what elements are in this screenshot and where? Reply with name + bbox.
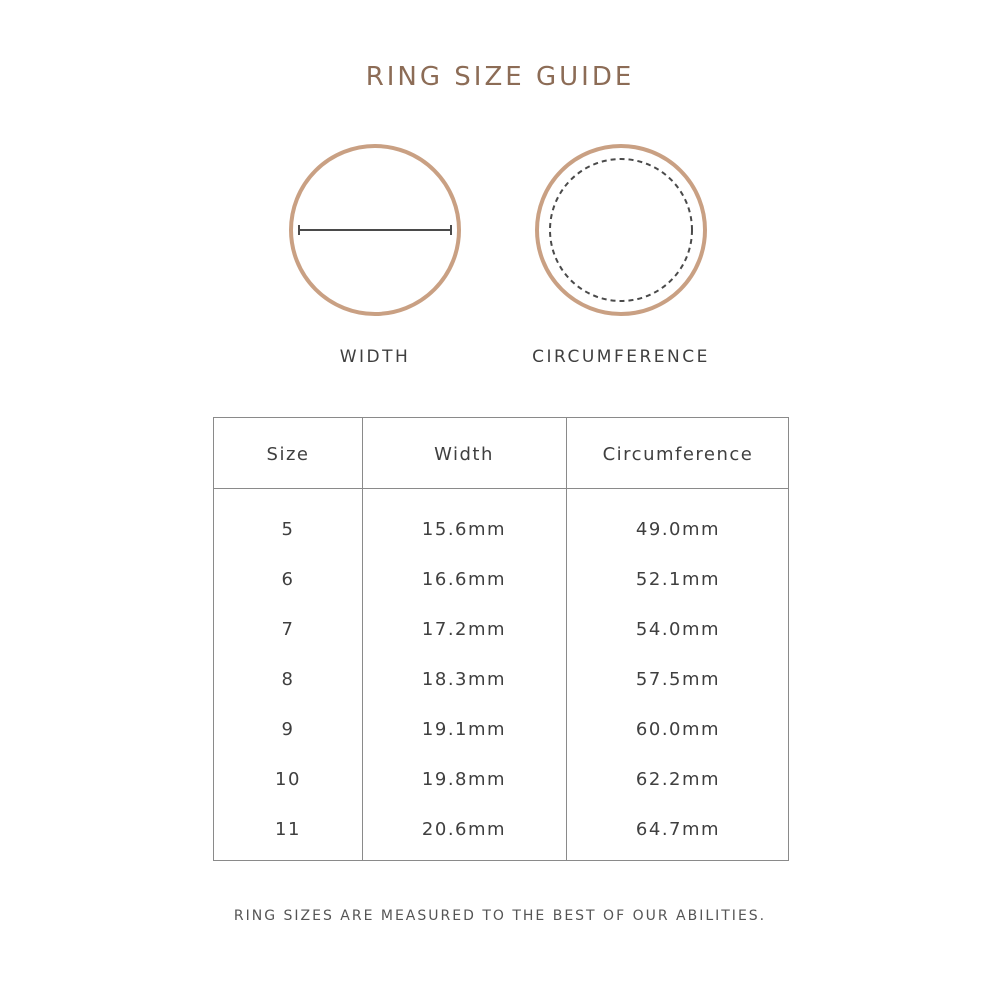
cell-width: 15.6mm — [421, 519, 507, 540]
page-title: RING SIZE GUIDE — [365, 62, 635, 92]
width-label: WIDTH — [339, 347, 411, 367]
cell-size: 8 — [281, 669, 295, 690]
cell-size: 7 — [281, 619, 295, 640]
cell-width: 19.8mm — [421, 769, 507, 790]
cell-circumference: 57.5mm — [635, 669, 721, 690]
cell-circumference: 54.0mm — [635, 619, 721, 640]
circumference-ring-diagram — [537, 146, 705, 314]
cell-circumference: 60.0mm — [635, 719, 721, 740]
width-ring-diagram — [291, 146, 459, 314]
cell-size: 6 — [281, 569, 295, 590]
cell-circumference: 49.0mm — [635, 519, 721, 540]
cell-width: 16.6mm — [421, 569, 507, 590]
cell-circumference: 52.1mm — [635, 569, 721, 590]
cell-width: 20.6mm — [421, 819, 507, 840]
header-divider — [214, 488, 788, 489]
header-width: Width — [434, 444, 494, 465]
cell-size: 11 — [275, 819, 301, 840]
cell-size: 5 — [281, 519, 295, 540]
disclaimer-footnote: RING SIZES ARE MEASURED TO THE BEST OF OUR ABILITIES. — [233, 908, 767, 924]
cell-size: 10 — [275, 769, 301, 790]
cell-width: 18.3mm — [421, 669, 507, 690]
ring-size-table — [213, 417, 789, 861]
header-circumference: Circumference — [602, 444, 754, 465]
cell-width: 19.1mm — [421, 719, 507, 740]
cell-circumference: 62.2mm — [635, 769, 721, 790]
header-size: Size — [266, 444, 310, 465]
cell-width: 17.2mm — [421, 619, 507, 640]
circumference-label: CIRCUMFERENCE — [532, 347, 710, 367]
circumference-dashed-line — [550, 159, 692, 301]
cell-size: 9 — [281, 719, 295, 740]
circumference-ring-icon — [537, 146, 705, 314]
ring-diagrams — [0, 0, 1000, 400]
cell-circumference: 64.7mm — [635, 819, 721, 840]
